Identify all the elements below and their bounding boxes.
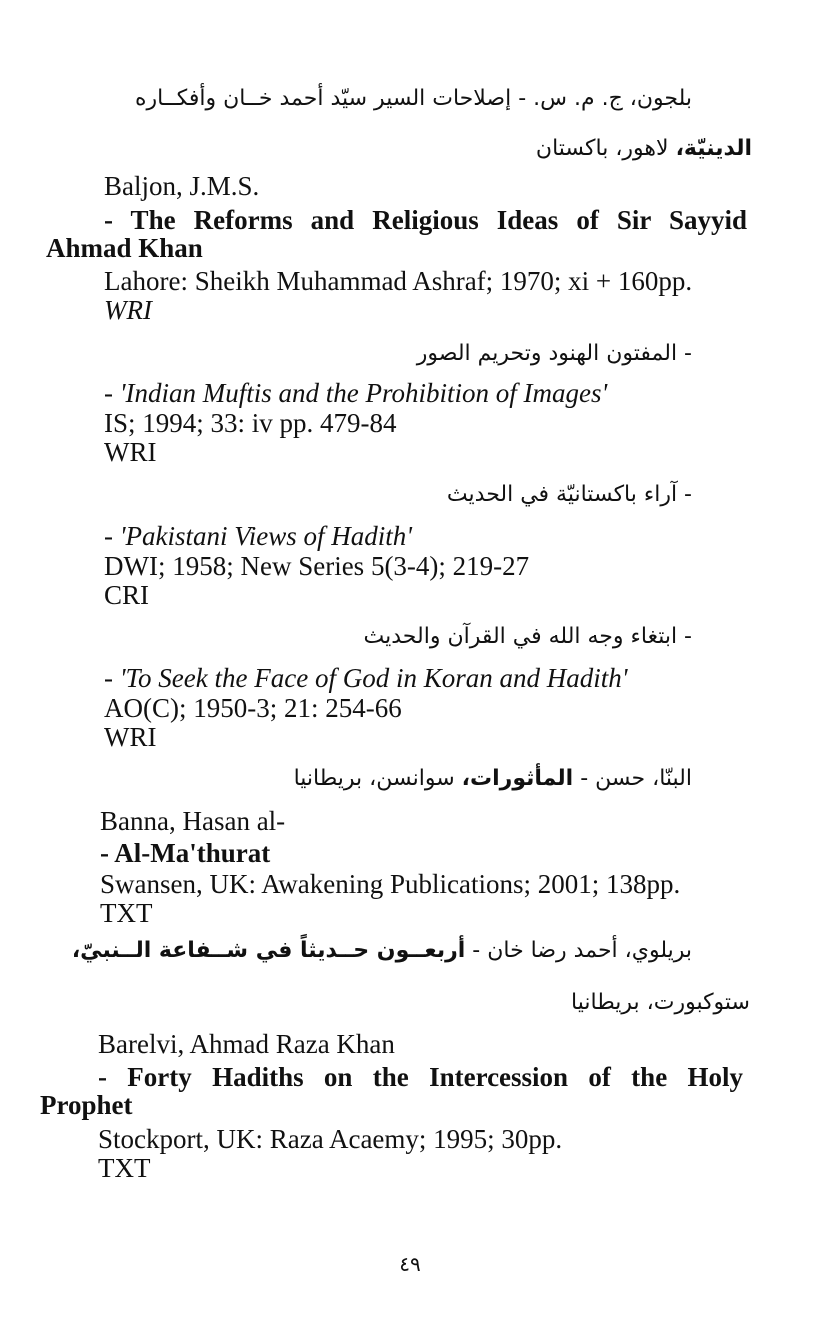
entry-publication: DWI; 1958; New Series 5(3-4); 219-27	[104, 551, 530, 581]
arabic-text: البنّا، حسن -	[573, 766, 692, 791]
entry-publication: Stockport, UK: Raza Acaemy; 1995; 30pp.	[98, 1124, 563, 1154]
entry-title-continued: Prophet	[40, 1090, 133, 1120]
entry-code: WRI	[104, 295, 152, 325]
arabic-title-bold: الدينيّة،	[675, 136, 752, 161]
entry-publication: IS; 1994; 33: iv pp. 479-84	[104, 408, 397, 438]
entry-title: - 'Indian Muftis and the Prohibition of Images'	[104, 378, 608, 408]
entry-publication: Swansen, UK: Awakening Publications; 2001; 138pp.	[100, 869, 681, 899]
arabic-text: بلجون، ج. م. س. - إصلاحات السير سيّد أحمد خــان وأفكــاره	[134, 86, 692, 111]
entry-code: TXT	[100, 898, 153, 928]
arabic-text: سوانسن، بريطانيا	[293, 766, 462, 791]
arabic-text: - المفتون الهنود وتحريم الصور	[416, 341, 692, 366]
entry-title: - The Reforms and Religious Ideas of Sir Sayyid	[104, 205, 747, 235]
arabic-text: بريلوي، أحمد رضا خان -	[465, 938, 692, 963]
entry-title: - 'To Seek the Face of God in Koran and Hadith'	[104, 663, 628, 693]
arabic-title-bold: المأثورات،	[461, 766, 574, 791]
entry-title: - Al-Ma'thurat	[100, 838, 271, 868]
entry-code: CRI	[104, 580, 150, 610]
entry-title-continued: Ahmad Khan	[46, 233, 203, 263]
entry-arabic-line	[447, 480, 692, 510]
entry-code: TXT	[98, 1153, 151, 1183]
entry-author: Barelvi, Ahmad Raza Khan	[98, 1029, 395, 1059]
entry-code: WRI	[104, 437, 157, 467]
arabic-text: - آراء باكستانيّة في الحديث	[446, 482, 692, 507]
entry-author: Banna, Hasan al-	[100, 806, 286, 836]
entry-title: - Forty Hadiths on the Intercession of the Holy	[98, 1062, 743, 1092]
page-number: ٤٩	[399, 1252, 421, 1276]
entry-arabic-line	[536, 134, 752, 164]
entry-arabic-line	[364, 622, 692, 652]
arabic-text: ستوكبورت، بريطانيا	[571, 990, 750, 1015]
entry-publication: Lahore: Sheikh Muhammad Ashraf; 1970; xi + 160pp.	[104, 266, 693, 296]
entry-arabic-line	[72, 936, 692, 966]
arabic-text: لاهور، باكستان	[535, 136, 676, 161]
entry-title: - 'Pakistani Views of Hadith'	[104, 521, 413, 551]
entry-publication: AO(C); 1950-3; 21: 254-66	[104, 693, 402, 723]
arabic-title-bold: أربعــون حــديثاً في شــفاعة الــنبيّ،	[71, 938, 466, 963]
arabic-text: - ابتغاء وجه الله في القرآن والحديث	[363, 624, 692, 649]
entry-author: Baljon, J.M.S.	[104, 171, 260, 201]
entry-arabic-line	[135, 84, 692, 114]
entry-code: WRI	[104, 722, 157, 752]
entry-arabic-line	[417, 339, 692, 369]
entry-arabic-line	[294, 764, 692, 794]
entry-arabic-line	[571, 988, 750, 1018]
